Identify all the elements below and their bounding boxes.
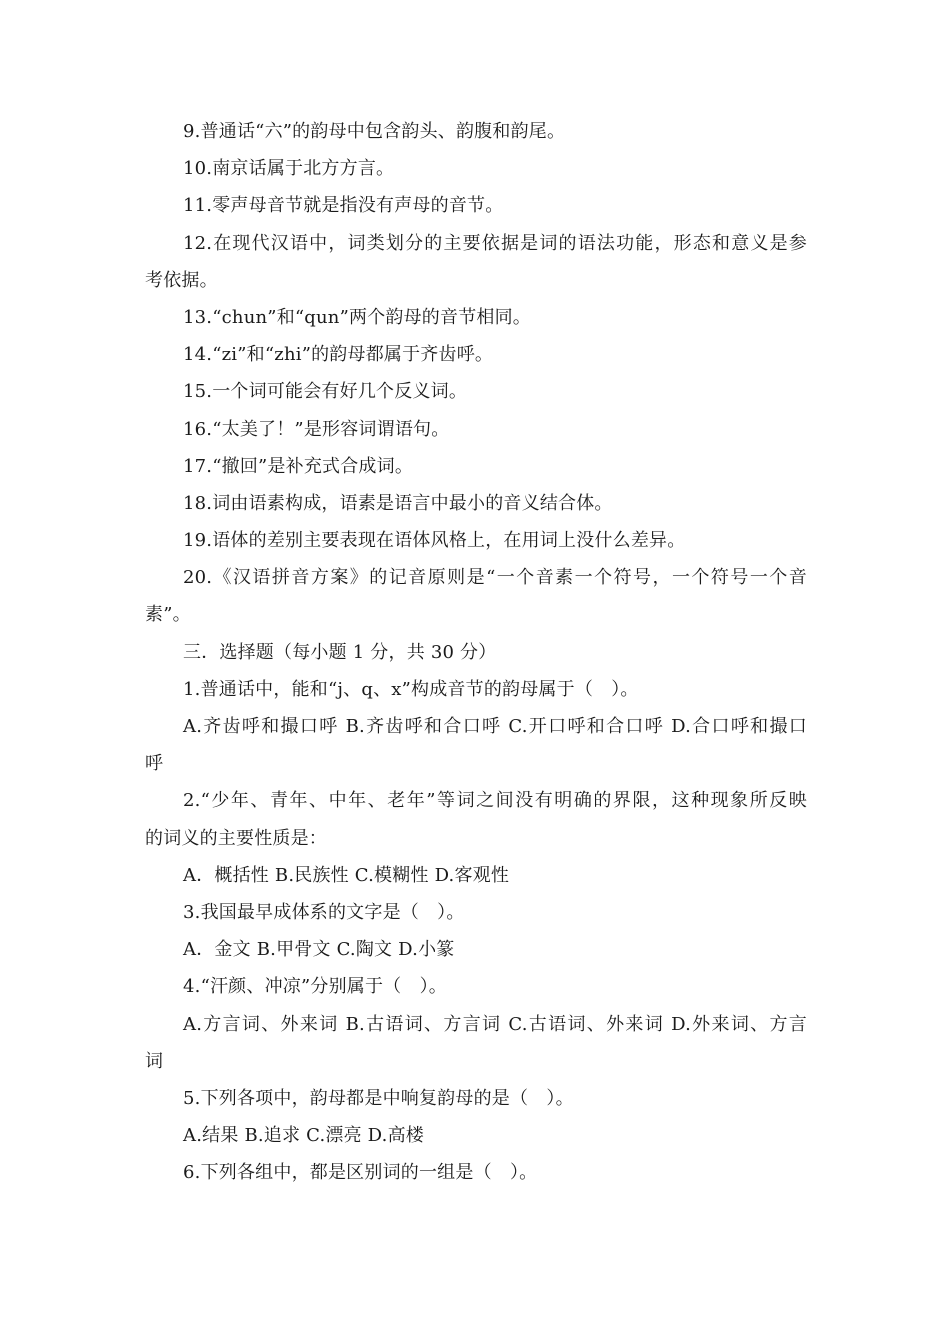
text-line: 9.普通话“六”的韵母中包含韵头、韵腹和韵尾。 bbox=[183, 121, 566, 142]
text-line: 12.在现代汉语中，词类划分的主要依据是词的语法功能，形态和意义是参 bbox=[183, 232, 807, 254]
options-line: A．概括性 B.民族性 C.模糊性 D.客观性 bbox=[183, 864, 510, 886]
question-line: 5.下列各项中，韵母都是中响复韵母的是（ ）。 bbox=[183, 1087, 574, 1109]
question-line: 1.普通话中，能和“j、q、x”构成音节的韵母属于（ ）。 bbox=[183, 678, 639, 700]
text-line: 14.“zi”和“zhi”的韵母都属于齐齿呼。 bbox=[183, 344, 494, 366]
document-body bbox=[145, 113, 807, 1191]
section-heading: 三．选择题（每小题 1 分，共 30 分） bbox=[183, 641, 497, 663]
text-line: 18.词由语素构成，语素是语言中最小的音义结合体。 bbox=[183, 492, 613, 514]
question-line: 4.“汗颜、冲凉”分别属于（ ）。 bbox=[183, 976, 447, 998]
text-line-continuation: 呼 bbox=[145, 753, 164, 775]
question-line: 6.下列各组中，都是区别词的一组是（ ）。 bbox=[183, 1162, 538, 1184]
text-line: 20.《汉语拼音方案》的记音原则是“一个音素一个符号，一个符号一个音 bbox=[183, 567, 807, 589]
text-line: 19.语体的差别主要表现在语体风格上，在用词上没什么差异。 bbox=[183, 530, 686, 552]
text-line: 13.“chun”和“qun”两个韵母的音节相同。 bbox=[183, 306, 532, 328]
text-line-continuation: 的词义的主要性质是： bbox=[145, 827, 327, 849]
text-line: 15.一个词可能会有好几个反义词。 bbox=[183, 381, 468, 403]
options-line: A．金文 B.甲骨文 C.陶文 D.小篆 bbox=[183, 939, 455, 961]
options-line: A.齐齿呼和撮口呼 B.齐齿呼和合口呼 C.开口呼和合口呼 D.合口呼和撮口 bbox=[183, 716, 807, 737]
question-line: 3.我国最早成体系的文字是（ ）。 bbox=[183, 901, 465, 923]
question-line: 2.“少年、青年、中年、老年”等词之间没有明确的界限，这种现象所反映 bbox=[183, 790, 807, 812]
text-line: 17.“撤回”是补充式合成词。 bbox=[183, 455, 414, 477]
text-line-continuation: 考依据。 bbox=[145, 269, 218, 291]
text-line: 10.南京话属于北方方言。 bbox=[183, 158, 395, 180]
text-line-continuation: 词 bbox=[145, 1050, 164, 1072]
text-line: 16.“太美了！”是形容词谓语句。 bbox=[183, 418, 450, 440]
text-line-continuation: 素”。 bbox=[145, 604, 191, 626]
options-line: A.方言词、外来词 B.古语词、方言词 C.古语词、外来词 D.外来词、方言 bbox=[183, 1013, 807, 1035]
text-line: 11.零声母音节就是指没有声母的音节。 bbox=[183, 195, 504, 217]
options-line: A.结果 B.追求 C.漂亮 D.高楼 bbox=[183, 1125, 424, 1147]
